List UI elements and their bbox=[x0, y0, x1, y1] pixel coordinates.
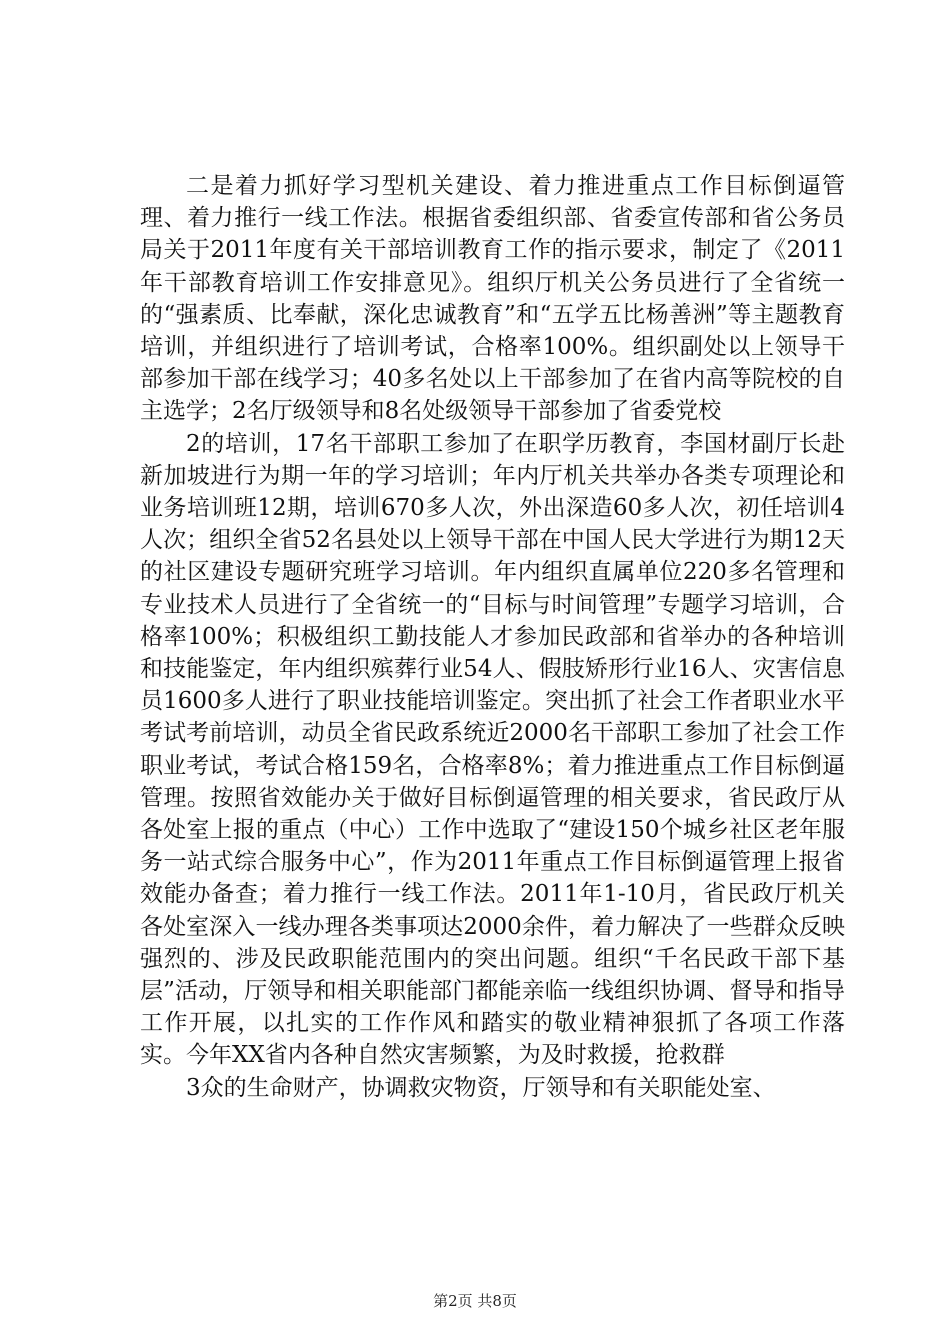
document-body bbox=[140, 170, 845, 1104]
paragraph-1: 二是着力抓好学习型机关建设、着力推进重点工作目标倒逼管理、着力推行一线工作法。根据省委组织部、省委宣传部和省公务员局关于2011年度有关干部培训教育工作的指示要求，制定了《2011年干部教育培训工作安排意见》。组织厅机关公务员进行了全省统一的“强素质、比奉献，深化忠诚教育”和“五学五比杨善洲”等主题教育培训，并组织进行了培训考试，合格率100%。组织副处以上领导干部参加干部在线学习；40多名处以上干部参加了在省内高等院校的自主选学；2名厅级领导和8名处级领导干部参加了省委党校 bbox=[140, 173, 845, 425]
paragraph-2: 2的培训，17名干部职工参加了在职学历教育，李国材副厅长赴新加坡进行为期一年的学习培训；年内厅机关共举办各类专项理论和业务培训班12期，培训670多人次，外出深造60多人次，初任培训4人次；组织全省52名县处以上领导干部在中国人民大学进行为期12天的社区建设专题研究班学习培训。年内组织直属单位220多名管理和专业技术人员进行了全省统一的“目标与时间管理”专题学习培训，合格率100%；积极组织工勤技能人才参加民政部和省举办的各种培训和技能鉴定，年内组织殡葬行业54人、假肢矫形行业16人、灾害信息员1600多人进行了职业技能培训鉴定。突出抓了社会工作者职业水平考试考前培训，动员全省民政系统近2000名干部职工参加了社会工作职业考试，考试合格159名，合格率8%；着力推进重点工作目标倒逼管理。按照省效能办关于做好目标倒逼管理的相关要求，省民政厅从各处室上报的重点（中心）工作中选取了“建设150个城乡社区老年服务一站式综合服务中心”，作为2011年重点工作目标倒逼管理上报省效能办备查；着力推行一线工作法。2011年1-10月，省民政厅机关各处室深入一线办理各类事项达2000余件，着力解决了一些群众反映强烈的、涉及民政职能范围内的突出问题。组织“千名民政干部下基层”活动，厅领导和相关职能部门都能亲临一线组织协调、督导和指导工作开展，以扎实的工作作风和踏实的敬业精神狠抓了各项工作落实。今年XX省内各种自然灾害频繁，为及时救援，抢救群 bbox=[140, 430, 845, 1069]
paragraph-3: 3众的生命财产，协调救灾物资，厅领导和有关职能处室、 bbox=[186, 1074, 776, 1101]
page-footer: 第2页 共8页 bbox=[433, 1292, 517, 1310]
